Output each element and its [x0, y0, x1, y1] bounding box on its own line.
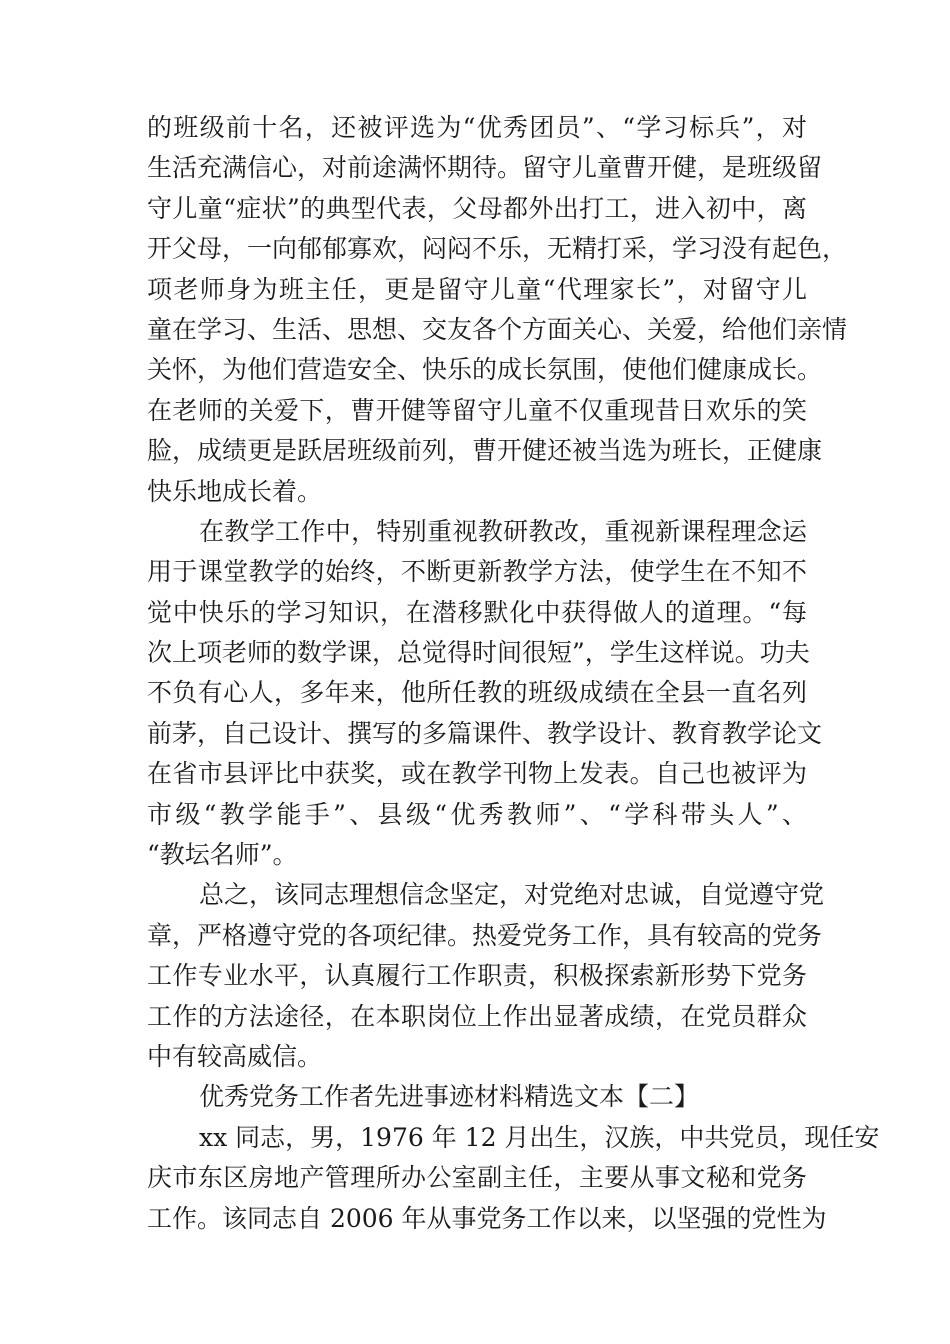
- text-line: 守儿童“症状”的典型代表，父母都外出打工，进入初中，离: [147, 193, 807, 223]
- text-line: xx 同志，男，1976 年 12 月出生，汉族，中共党员，现任安: [199, 1122, 880, 1152]
- text-line: 不负有心人，多年来，他所任教的班级成绩在全县一直名列: [147, 678, 807, 708]
- text-line: 脸，成绩更是跃居班级前列，曹开健还被当选为班长，正健康: [147, 436, 823, 466]
- text-line: “教坛名师”。: [147, 840, 298, 870]
- text-line: 觉中快乐的学习知识，在潜移默化中获得做人的道理。“每: [147, 597, 807, 627]
- text-line: 快乐地成长着。: [147, 476, 323, 506]
- document-body: [147, 108, 880, 1239]
- text-line: 在省市县评比中获奖，或在教学刊物上发表。自己也被评为: [147, 759, 807, 789]
- text-line: 庆市东区房地产管理所办公室副主任，主要从事文秘和党务: [147, 1163, 807, 1193]
- text-line: 次上项老师的数学课，总觉得时间很短”，学生这样说。功夫: [147, 638, 810, 668]
- text-line: 章，严格遵守党的各项纪律。热爱党务工作，具有较高的党务: [147, 920, 823, 950]
- text-line: 用于课堂教学的始终，不断更新教学方法，使学生在不知不: [147, 557, 807, 587]
- text-line: 的班级前十名，还被评选为“优秀团员”、“学习标兵”，对: [147, 113, 807, 142]
- text-line: 项老师身为班主任，更是留守儿童“代理家长”，对留守儿: [147, 274, 807, 304]
- section-heading: 优秀党务工作者先进事迹材料精选文本【二】: [199, 1082, 700, 1112]
- text-line: 市级“教学能手”、县级“优秀教师”、“学科带头人”、: [147, 799, 807, 829]
- text-line: 生活充满信心，对前途满怀期待。留守儿童曹开健，是班级留: [147, 153, 823, 183]
- text-line: 童在学习、生活、思想、交友各个方面关心、关爱，给他们亲情: [147, 314, 848, 344]
- text-line: 关怀，为他们营造安全、快乐的成长氛围，使他们健康成长。: [147, 355, 823, 385]
- text-line: 工作。该同志自 2006 年从事党务工作以来，以坚强的党性为: [147, 1203, 827, 1233]
- text-line: 在教学工作中，特别重视教研教改，重视新课程理念运: [199, 516, 807, 546]
- text-line: 前茅，自己设计、撰写的多篇课件、教学设计、教育教学论文: [147, 718, 823, 748]
- text-line: 工作的方法途径，在本职岗位上作出显著成绩，在党员群众: [147, 1001, 807, 1031]
- text-line: 总之，该同志理想信念坚定，对党绝对忠诚，自觉遵守党: [199, 880, 825, 910]
- text-line: 中有较高威信。: [147, 1041, 323, 1071]
- text-line: 在老师的关爱下，曹开健等留守儿童不仅重现昔日欢乐的笑: [147, 395, 807, 425]
- text-line: 开父母，一向郁郁寡欢，闷闷不乐，无精打采，学习没有起色，: [147, 234, 848, 264]
- text-line: 工作专业水平，认真履行工作职责，积极探索新形势下党务: [147, 961, 807, 991]
